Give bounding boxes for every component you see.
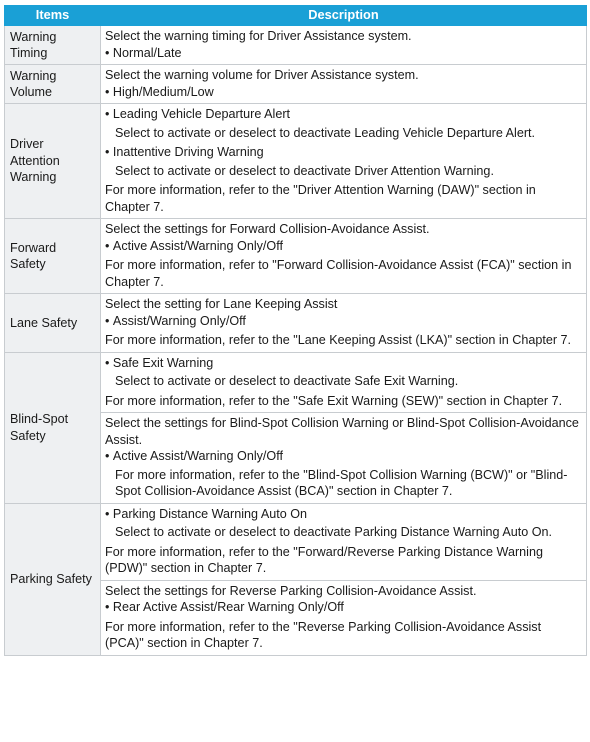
more-info-text: For more information, refer to the "Safe Exit Warning (SEW)" section in Chapter 7.	[105, 393, 563, 408]
desc-warning-volume	[101, 65, 587, 104]
table-row	[5, 219, 587, 294]
table-header-row	[5, 6, 587, 26]
option-text: • Normal/Late	[105, 45, 582, 62]
option-text: • Active Assist/Warning Only/Off	[105, 238, 582, 255]
item-driver-attention: Driver Attention Warning	[5, 104, 101, 219]
desc-text: Select the settings for Reverse Parking Collision-Avoidance Assist.	[105, 583, 477, 598]
option-text: • Rear Active Assist/Rear Warning Only/Off	[105, 599, 582, 616]
desc-driver-attention	[101, 104, 587, 219]
desc-text: Select the settings for Blind-Spot Collision Warning or Blind-Spot Collision-Avoidance Assist.	[105, 416, 579, 447]
desc-warning-timing	[101, 26, 587, 65]
header-items: Items	[5, 6, 101, 26]
header-description: Description	[101, 6, 587, 26]
desc-forward-safety	[101, 219, 587, 294]
desc-safe-exit	[101, 352, 587, 413]
desc-text: Select to activate or deselect to deactivate Driver Attention Warning.	[115, 163, 494, 178]
more-info-text: For more information, refer to the "Lane Keeping Assist (LKA)" section in Chapter 7.	[105, 333, 572, 347]
desc-text: Select the warning timing for Driver Assistance system.	[105, 29, 412, 43]
more-info-text: For more information, refer to the "Driver Attention Warning (DAW)" section in Chapter 7.	[105, 183, 536, 214]
item-parking-safety: Parking Safety	[5, 503, 101, 655]
option-text: • Parking Distance Warning Auto On	[105, 506, 582, 523]
item-warning-timing: Warning Timing	[5, 26, 101, 65]
item-forward-safety: Forward Safety	[5, 219, 101, 294]
desc-text: Select to activate or deselect to deactivate Parking Distance Warning Auto On.	[115, 525, 553, 539]
desc-blind-spot-collision	[101, 413, 587, 504]
desc-parking-distance	[101, 503, 587, 580]
table-row	[5, 352, 587, 413]
desc-text: Select the setting for Lane Keeping Assist	[105, 297, 338, 311]
desc-lane-safety	[101, 294, 587, 353]
desc-text: Select to activate or deselect to deactivate Leading Vehicle Departure Alert.	[115, 125, 536, 140]
desc-reverse-parking	[101, 580, 587, 655]
more-info-text: For more information, refer to the "Blind-Spot Collision Warning (BCW)" or "Blind-Spot Collision-Avoidance Assist (BCA)" section in Chapter 7.	[115, 467, 568, 498]
option-text: • High/Medium/Low	[105, 84, 582, 101]
table-row	[5, 503, 587, 580]
desc-text: Select the settings for Forward Collision-Avoidance Assist.	[105, 222, 430, 236]
option-text: • Active Assist/Warning Only/Off	[105, 448, 582, 465]
table-row	[5, 26, 587, 65]
settings-table	[4, 5, 587, 656]
table-row	[5, 65, 587, 104]
table-row	[5, 294, 587, 353]
option-text: • Inattentive Driving Warning	[105, 144, 582, 161]
desc-text: Select the warning volume for Driver Assistance system.	[105, 68, 419, 82]
option-text: • Safe Exit Warning	[105, 355, 582, 372]
table-row	[5, 104, 587, 219]
desc-text: Select to activate or deselect to deactivate Safe Exit Warning.	[115, 374, 459, 388]
more-info-text: For more information, refer to the "Forward/Reverse Parking Distance Warning (PDW)" section in Chapter 7.	[105, 544, 543, 575]
more-info-text: For more information, refer to "Forward Collision-Avoidance Assist (FCA)" section in Chapter 7.	[105, 258, 572, 289]
option-text: • Assist/Warning Only/Off	[105, 313, 582, 330]
more-info-text: For more information, refer to the "Reverse Parking Collision-Avoidance Assist (PCA)" section in Chapter 7.	[105, 619, 542, 650]
item-lane-safety: Lane Safety	[5, 294, 101, 353]
option-text: • Leading Vehicle Departure Alert	[105, 106, 582, 123]
item-warning-volume: Warning Volume	[5, 65, 101, 104]
item-blind-spot-safety: Blind-Spot Safety	[5, 352, 101, 503]
